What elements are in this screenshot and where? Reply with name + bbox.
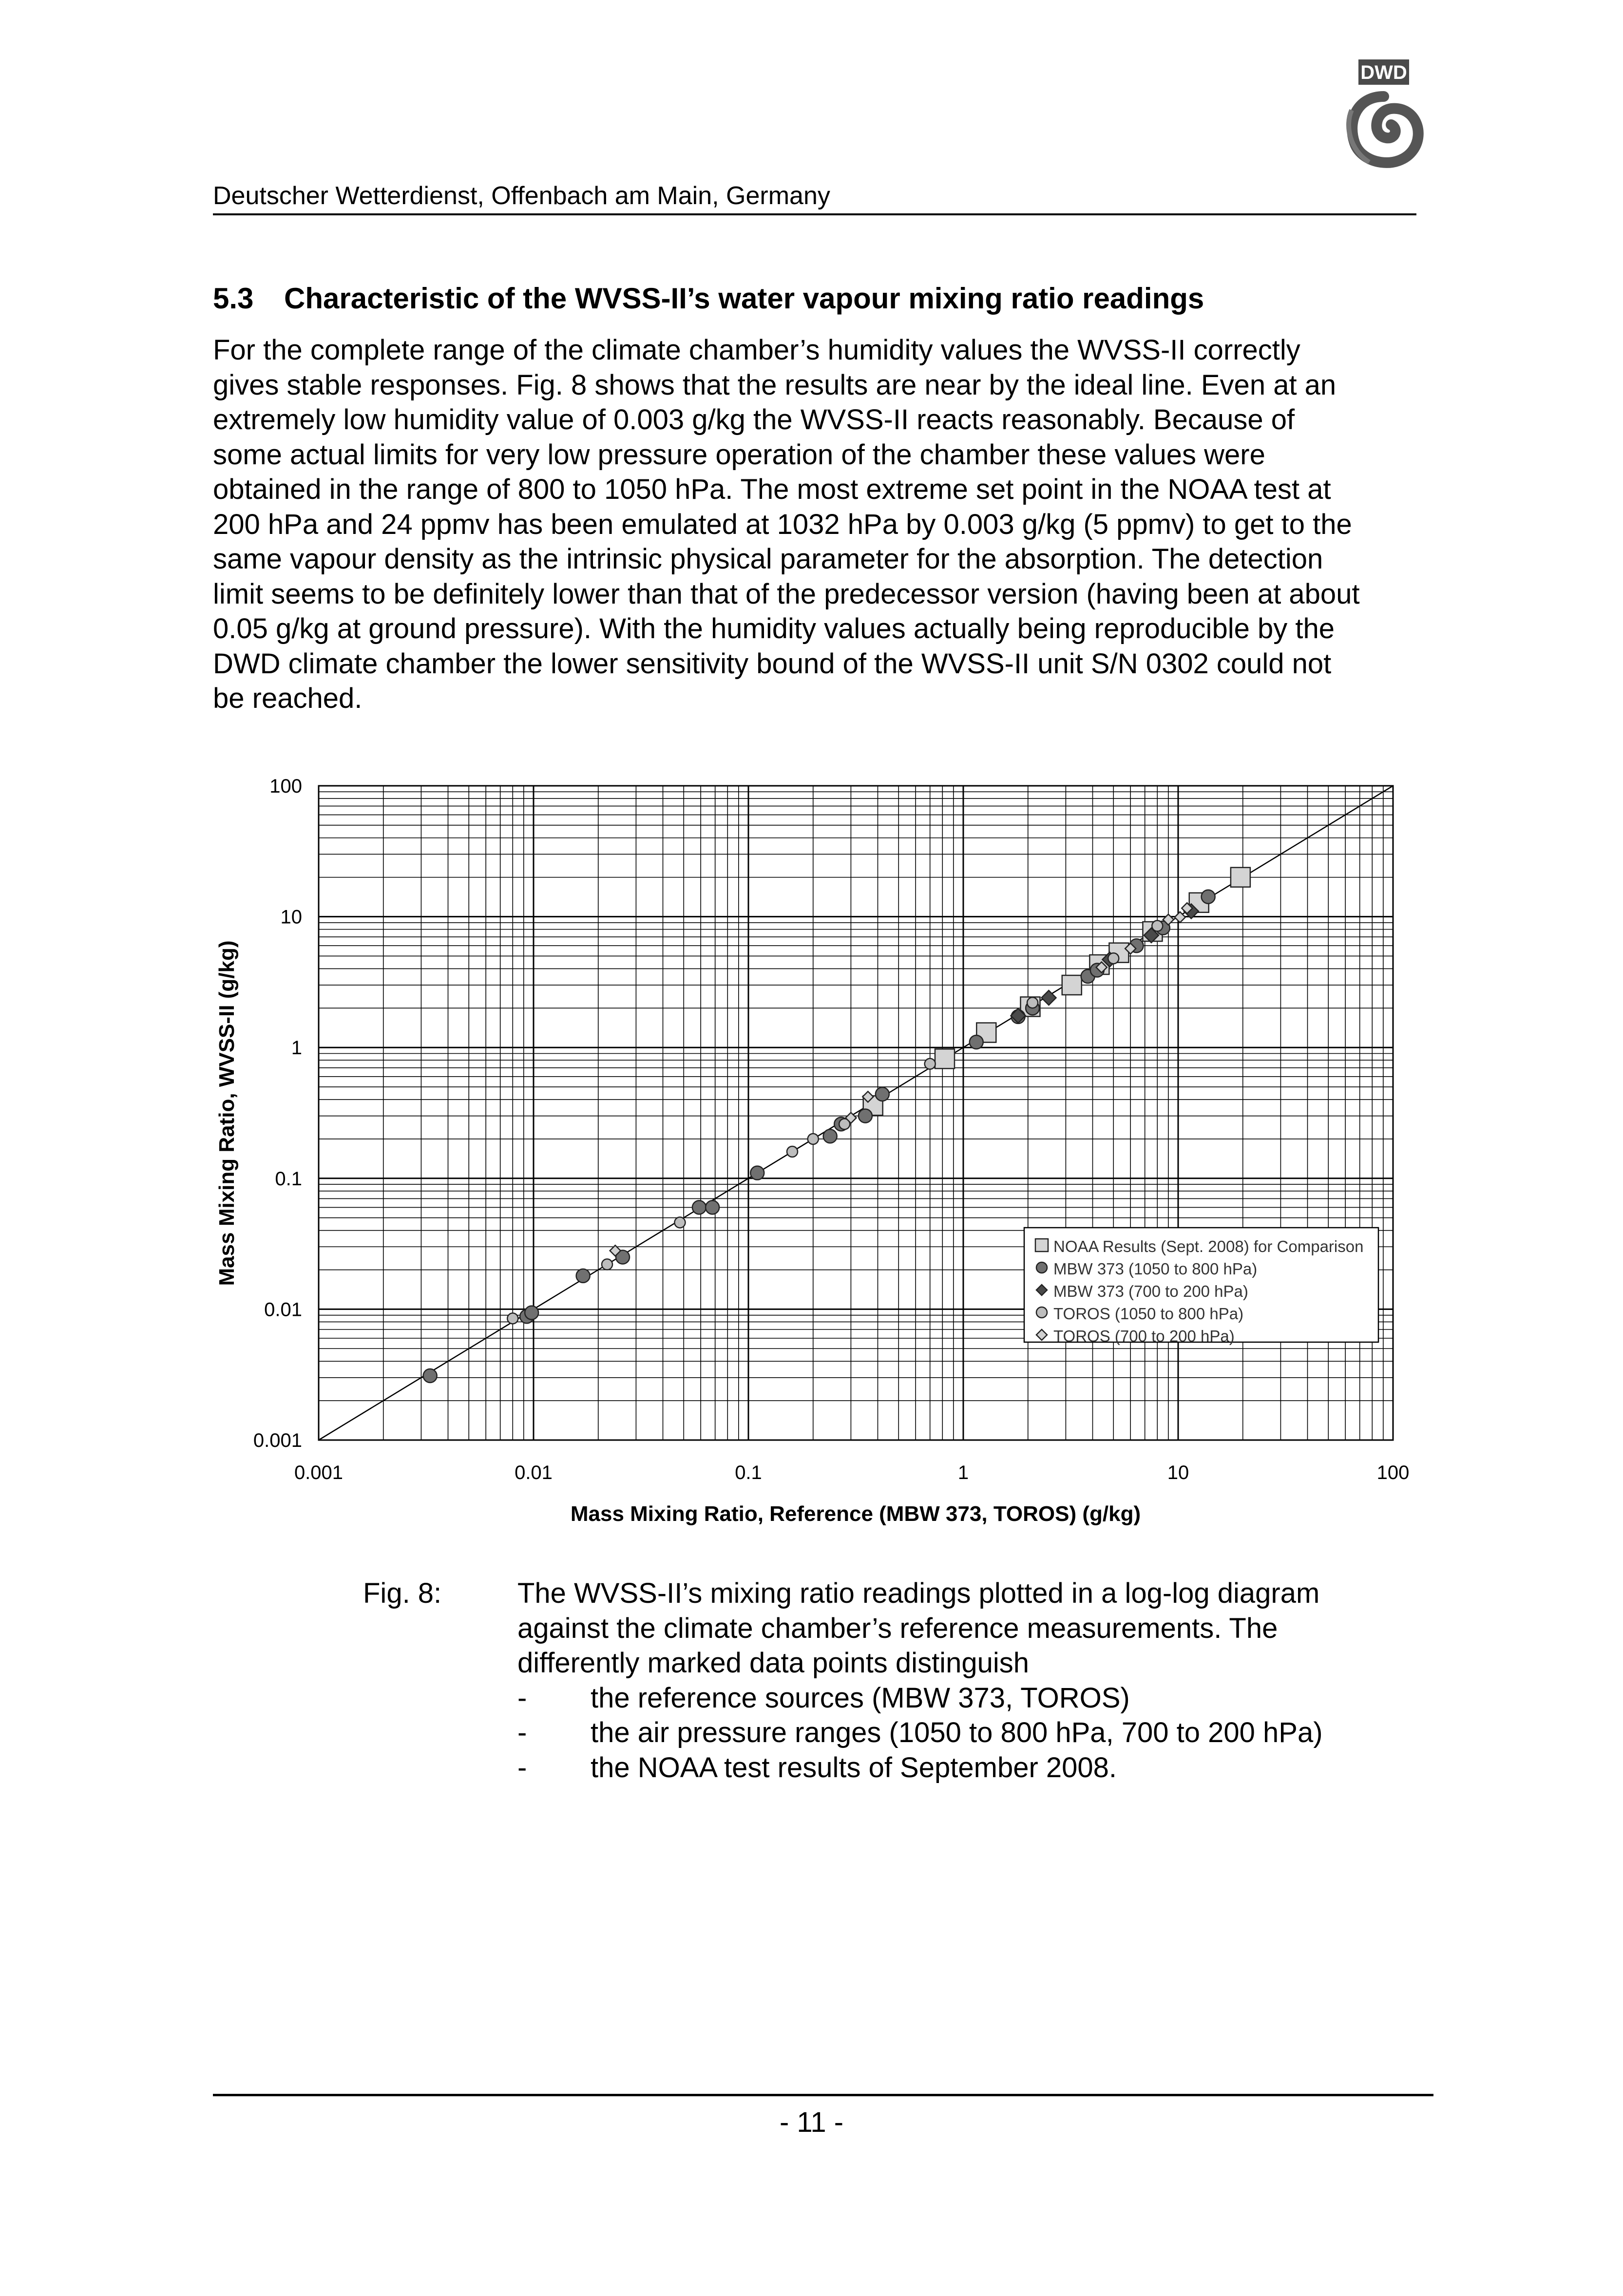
y-tick-labels (253, 776, 302, 1451)
body-line: be reached. (213, 683, 363, 714)
data-point (787, 1146, 798, 1157)
bullet-text: the NOAA test results of September 2008. (591, 1751, 1117, 1784)
footer-rule (213, 2094, 1433, 2096)
header-organization: Deutscher Wetterdienst, Offenbach am Main, Germany (213, 182, 830, 210)
data-point (525, 1306, 538, 1320)
data-point (1062, 975, 1082, 995)
chart-legend (1024, 1228, 1378, 1345)
y-tick-label: 0.1 (275, 1168, 302, 1190)
data-point (507, 1313, 518, 1324)
caption-line: against the climate chamber’s reference measurements. The (517, 1612, 1278, 1644)
section-number: 5.3 (213, 282, 254, 315)
x-axis-label: Mass Mixing Ratio, Reference (MBW 373, TOROS) (g/kg) (570, 1502, 1141, 1526)
figure-caption-label: Fig. 8: (363, 1577, 442, 1609)
data-point (935, 1049, 955, 1068)
body-line: DWD climate chamber the lower sensitivity bound of the WVSS-II unit S/N 0302 could not (213, 647, 1332, 680)
x-tick-label: 0.01 (515, 1462, 553, 1483)
data-point (423, 1369, 437, 1383)
y-tick-label: 1 (291, 1037, 302, 1059)
figure-caption (517, 1576, 1424, 1785)
y-tick-label: 0.01 (264, 1299, 302, 1321)
data-point (1108, 953, 1119, 964)
x-tick-label: 100 (1376, 1462, 1410, 1483)
body-line: limit seems to be definitely lower than that of the predecessor version (having been at about (213, 578, 1360, 610)
caption-line: The WVSS-II’s mixing ratio readings plotted in a log-log diagram (517, 1577, 1320, 1609)
y-axis-label: Mass Mixing Ratio, WVSS-II (g/kg) (215, 940, 239, 1286)
body-line: gives stable responses. Fig. 8 shows that the results are near by the ideal line. Even at an (213, 369, 1337, 401)
bullet-marker: - (517, 1717, 527, 1748)
caption-bullet (517, 1681, 1424, 1716)
x-tick-label: 1 (957, 1462, 969, 1483)
data-point (876, 1087, 889, 1101)
page-number: - 11 - (779, 2106, 844, 2138)
body-line: For the complete range of the climate chamber’s humidity values the WVSS-II correctly (213, 334, 1300, 366)
data-point (925, 1059, 936, 1069)
caption-line: differently marked data points distinguish (517, 1647, 1029, 1679)
x-tick-labels (294, 1462, 1409, 1483)
body-line: 200 hPa and 24 ppmv has been emulated at 1032 hPa by 0.003 g/kg (5 ppmv) to get to the (213, 508, 1352, 540)
data-point (692, 1200, 706, 1214)
data-point (602, 1259, 612, 1270)
logo-text: DWD (1360, 62, 1407, 83)
legend-label: TOROS (700 to 200 hPa) (1053, 1327, 1235, 1345)
data-point (706, 1200, 719, 1214)
data-point (1231, 868, 1250, 887)
y-tick-label: 0.001 (253, 1430, 302, 1451)
body-line: same vapour density as the intrinsic physical parameter for the absorption. The detection (213, 543, 1323, 575)
data-point (674, 1217, 685, 1228)
body-line: extremely low humidity value of 0.003 g/kg the WVSS-II reacts reasonably. Because of (213, 404, 1295, 436)
data-point (576, 1269, 590, 1283)
x-tick-label: 0.1 (735, 1462, 762, 1483)
data-point (823, 1129, 837, 1143)
data-point (1027, 997, 1038, 1008)
caption-bullet (517, 1750, 1424, 1785)
data-point (808, 1134, 819, 1144)
legend-label: MBW 373 (1050 to 800 hPa) (1053, 1260, 1258, 1278)
y-tick-label: 10 (280, 906, 302, 928)
legend-label: TOROS (1050 to 800 hPa) (1053, 1305, 1244, 1323)
x-tick-label: 10 (1167, 1462, 1189, 1483)
data-point (1202, 890, 1215, 904)
bullet-marker: - (517, 1682, 527, 1714)
x-tick-label: 0.001 (294, 1462, 344, 1483)
y-tick-label: 100 (269, 776, 302, 797)
bullet-marker: - (517, 1751, 527, 1784)
legend-marker (1036, 1262, 1047, 1273)
bullet-text: the air pressure ranges (1050 to 800 hPa, 700 to 200 hPa) (591, 1717, 1323, 1748)
legend-marker (1036, 1307, 1047, 1318)
legend-label: NOAA Results (Sept. 2008) for Comparison (1053, 1237, 1364, 1255)
bullet-text: the reference sources (MBW 373, TOROS) (591, 1682, 1130, 1714)
legend-marker (1035, 1239, 1048, 1252)
legend-label: MBW 373 (700 to 200 hPa) (1053, 1282, 1248, 1300)
data-point (859, 1109, 872, 1123)
caption-bullet (517, 1715, 1424, 1750)
data-point (750, 1166, 764, 1180)
body-line: obtained in the range of 800 to 1050 hPa. The most extreme set point in the NOAA test at (213, 474, 1331, 505)
body-line: 0.05 g/kg at ground pressure). With the humidity values actually being reproducible by the (213, 613, 1335, 645)
body-line: some actual limits for very low pressure operation of the chamber these values were (213, 438, 1265, 471)
section-title: Characteristic of the WVSS-II’s water vapour mixing ratio readings (284, 282, 1204, 315)
data-point (1152, 921, 1163, 931)
data-point (970, 1035, 983, 1049)
